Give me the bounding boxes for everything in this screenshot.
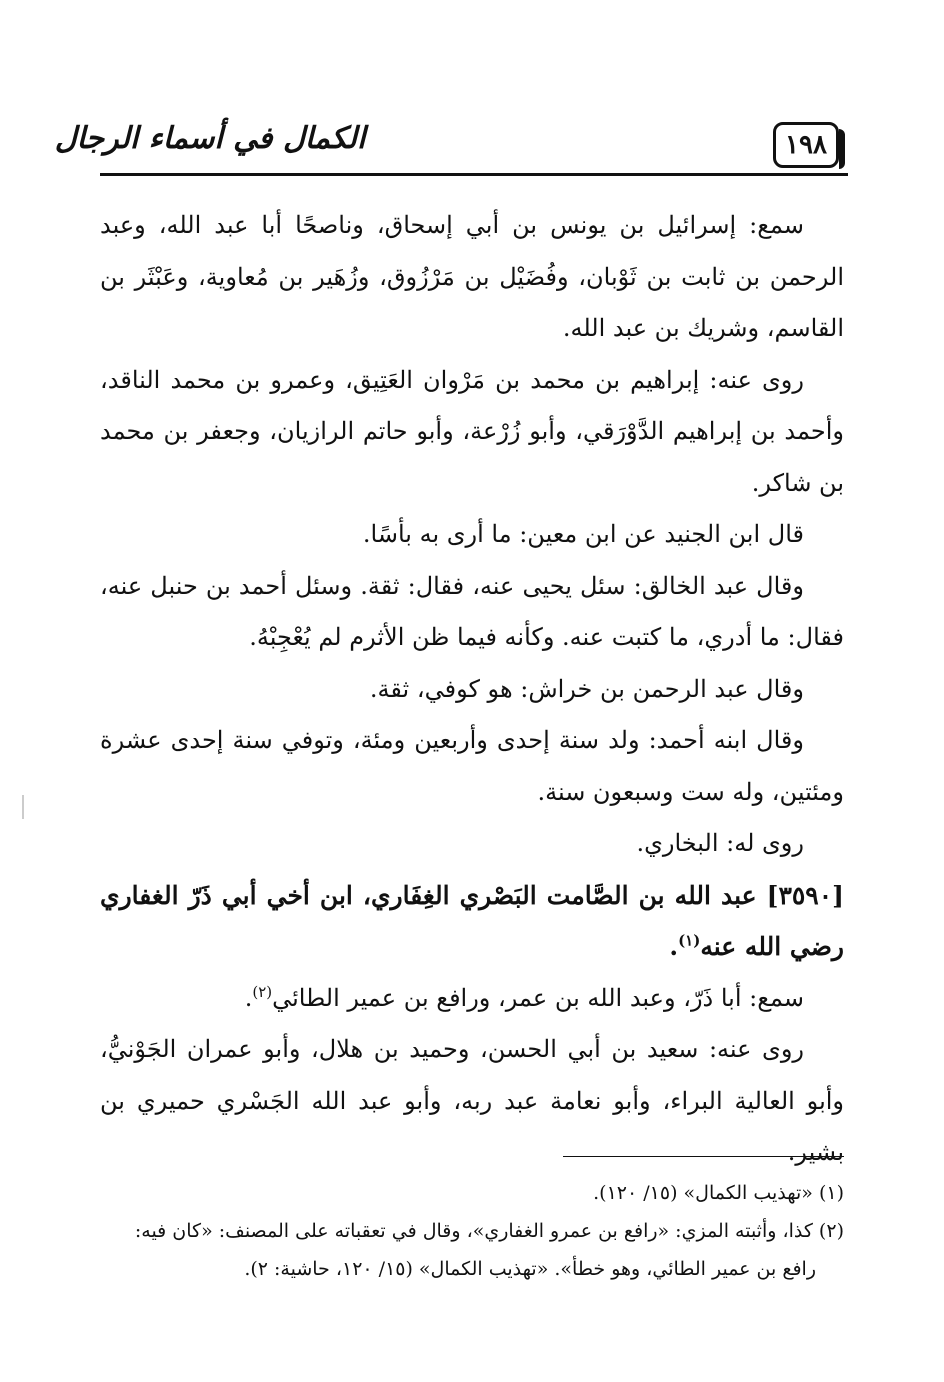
page-number: ١٩٨ — [773, 122, 839, 168]
running-title: الكمال في أسماء الرجال — [54, 120, 366, 156]
footnotes — [100, 1174, 844, 1288]
footnote-ref-2[interactable]: (٢) — [252, 982, 273, 1001]
entry-heading-text: [٣٥٩٠] عبد الله بن الصَّامت البَصْري الغِفَاري، ابن أخي أبي ذَرّ الغفاري رضي الله عنه — [100, 880, 844, 961]
footnote-ref-1[interactable]: (١) — [678, 931, 701, 950]
narrated-by: روى له: البخاري. — [636, 829, 804, 857]
footnote-1: (١) «تهذيب الكمال» (١٥/ ١٢٠). — [593, 1182, 844, 1204]
scan-mark — [22, 795, 24, 819]
main-text — [100, 200, 844, 1179]
entry-heading-end: . — [669, 932, 679, 961]
entry-heard-from-end: . — [244, 983, 253, 1012]
header-rule — [100, 173, 848, 176]
quote-abd-al-khaliq: وقال عبد الخالق: سئل يحيى عنه، فقال: ثقة. وسئل أحمد بن حنبل عنه، فقال: ما أدري، ما كتبت عنه. وكأنه فيما ظن الأثرم لم يُعْجِبْهُ. — [100, 571, 844, 651]
narrators-heard-from: سمع: إسرائيل بن يونس بن أبي إسحاق، وناصحًا أبا عبد الله، وعبد الرحمن بن ثابت بن ثَوْبان، وفُضَيْل بن مَرْزُوق، وزُهَير بن مُعاوية، وعَبْثَر بن القاسم، وشريك بن عبد الله. — [100, 211, 844, 342]
footnote-rule — [563, 1156, 844, 1157]
quote-ibn-khirash: وقال عبد الرحمن بن خراش: هو كوفي، ثقة. — [369, 674, 804, 703]
quote-ahmad: وقال ابنه أحمد: ولد سنة إحدى وأربعين ومئة، وتوفي سنة إحدى عشرة ومئتين، وله ست وسبعون سنة. — [100, 726, 844, 806]
entry-heard-from-text: سمع: أبا ذَرّ، وعبد الله بن عمر، ورافع بن عمير الطائي — [272, 983, 804, 1012]
entry-heading — [100, 870, 844, 973]
narrators-from-him: روى عنه: إبراهيم بن محمد بن مَرْوان العَتِيق، وعمرو بن محمد الناقد، وأحمد بن إبراهيم الدَّوْرَقي، وأبو زُرْعة، وأبو حاتم الرازيان، وجعفر بن محمد بن شاكر. — [100, 365, 844, 497]
footnote-2: (٢) كذا، وأثبته المزي: «رافع بن عمرو الغفاري»، وقال في تعقباته على المصنف: «كان فيه: — [134, 1220, 844, 1242]
entry-narrators-from-him: روى عنه: سعيد بن أبي الحسن، وحميد بن هلال، وأبو عمران الجَوْنيُّ، وأبو العالية البراء، وأبو نعامة عبد ربه، وأبو عبد الله الجَسْري حميري بن بشير. — [100, 1035, 844, 1166]
quote-ibn-junaid: قال ابن الجنيد عن ابن معين: ما أرى به بأسًا. — [362, 520, 804, 548]
footnote-2-continued: رافع بن عمير الطائي، وهو خطأ». «تهذيب الكمال» (١٥/ ١٢٠، حاشية: ٢). — [244, 1258, 816, 1280]
entry-heard-from — [100, 973, 844, 1025]
